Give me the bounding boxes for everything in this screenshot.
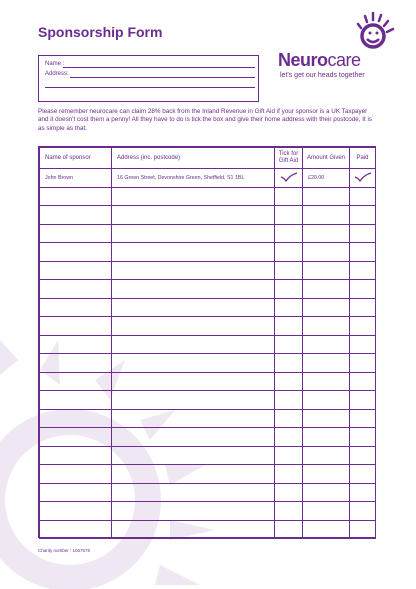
- cell-sponsor-name[interactable]: [40, 243, 112, 262]
- tick-icon: [354, 172, 372, 182]
- cell-amount[interactable]: [303, 280, 350, 299]
- table-row: [40, 206, 376, 225]
- cell-address[interactable]: 16 Green Street, Devonshire Green, Sheffield, S1 1BL: [112, 169, 275, 188]
- cell-paid[interactable]: [350, 187, 376, 206]
- cell-amount[interactable]: [303, 391, 350, 410]
- cell-address[interactable]: [112, 391, 275, 410]
- cell-amount[interactable]: [303, 354, 350, 373]
- header-gift-aid: Tick for Gift Aid: [275, 148, 303, 169]
- cell-sponsor-name[interactable]: [40, 520, 112, 539]
- table-row: [40, 483, 376, 502]
- cell-amount[interactable]: [303, 243, 350, 262]
- cell-amount[interactable]: [303, 187, 350, 206]
- cell-paid[interactable]: [350, 224, 376, 243]
- cell-sponsor-name[interactable]: [40, 354, 112, 373]
- cell-address[interactable]: [112, 317, 275, 336]
- cell-sponsor-name[interactable]: [40, 261, 112, 280]
- cell-gift-aid[interactable]: [275, 317, 303, 336]
- table-row: [40, 502, 376, 521]
- header-paid: Paid: [350, 148, 376, 169]
- cell-paid[interactable]: [350, 446, 376, 465]
- cell-paid[interactable]: [350, 261, 376, 280]
- sponsor-table-container: [38, 146, 376, 538]
- header-address: Address (inc. postcode): [112, 148, 275, 169]
- name-field[interactable]: [45, 61, 64, 67]
- cell-gift-aid[interactable]: [275, 502, 303, 521]
- cell-address[interactable]: [112, 502, 275, 521]
- table-row: [40, 317, 376, 336]
- name-line: [63, 67, 255, 68]
- cell-amount[interactable]: [303, 261, 350, 280]
- cell-paid[interactable]: [350, 520, 376, 539]
- cell-gift-aid[interactable]: [275, 243, 303, 262]
- cell-sponsor-name[interactable]: John Brown: [40, 169, 112, 188]
- tick-icon: [280, 172, 298, 182]
- cell-paid[interactable]: [350, 465, 376, 484]
- cell-paid[interactable]: [350, 298, 376, 317]
- logo-tagline: let's get our heads together: [280, 72, 365, 79]
- cell-address[interactable]: [112, 261, 275, 280]
- cell-amount[interactable]: [303, 409, 350, 428]
- cell-address[interactable]: [112, 446, 275, 465]
- charity-number: Charity number : 1067575: [38, 548, 91, 553]
- cell-gift-aid[interactable]: [275, 187, 303, 206]
- cell-gift-aid[interactable]: [275, 169, 303, 188]
- table-row: [40, 428, 376, 447]
- neurocare-logo: [278, 10, 398, 80]
- address-label: Address:: [45, 71, 69, 77]
- cell-gift-aid[interactable]: [275, 372, 303, 391]
- cell-gift-aid[interactable]: [275, 280, 303, 299]
- cell-paid[interactable]: [350, 243, 376, 262]
- cell-paid[interactable]: [350, 206, 376, 225]
- cell-address[interactable]: [112, 206, 275, 225]
- table-row: [40, 409, 376, 428]
- cell-amount[interactable]: [303, 206, 350, 225]
- cell-gift-aid[interactable]: [275, 354, 303, 373]
- cell-gift-aid[interactable]: [275, 206, 303, 225]
- table-row: [40, 372, 376, 391]
- table-row: [40, 224, 376, 243]
- cell-paid[interactable]: [350, 483, 376, 502]
- address-field[interactable]: [45, 71, 69, 77]
- cell-gift-aid[interactable]: [275, 446, 303, 465]
- address-line-2: [45, 87, 255, 88]
- table-row: [40, 243, 376, 262]
- cell-gift-aid[interactable]: [275, 224, 303, 243]
- table-row: [40, 280, 376, 299]
- cell-paid[interactable]: [350, 280, 376, 299]
- table-row: [40, 446, 376, 465]
- table-row: [40, 169, 376, 188]
- cell-gift-aid[interactable]: [275, 465, 303, 484]
- cell-address[interactable]: [112, 243, 275, 262]
- logo-wordmark: Neurocare: [278, 50, 361, 70]
- cell-paid[interactable]: [350, 169, 376, 188]
- cell-gift-aid[interactable]: [275, 335, 303, 354]
- cell-sponsor-name[interactable]: [40, 317, 112, 336]
- cell-amount[interactable]: [303, 502, 350, 521]
- cell-gift-aid[interactable]: [275, 428, 303, 447]
- table-row: [40, 465, 376, 484]
- address-line-1: [70, 77, 255, 78]
- table-row: [40, 261, 376, 280]
- cell-address[interactable]: [112, 428, 275, 447]
- cell-gift-aid[interactable]: [275, 409, 303, 428]
- cell-paid[interactable]: [350, 317, 376, 336]
- cell-amount[interactable]: [303, 298, 350, 317]
- cell-gift-aid[interactable]: [275, 298, 303, 317]
- cell-address[interactable]: [112, 520, 275, 539]
- cell-amount[interactable]: [303, 372, 350, 391]
- cell-sponsor-name[interactable]: [40, 224, 112, 243]
- header-amount-given: Amount Given: [303, 148, 350, 169]
- table-header-row: [40, 148, 376, 169]
- cell-sponsor-name[interactable]: [40, 409, 112, 428]
- cell-address[interactable]: [112, 409, 275, 428]
- cell-address[interactable]: [112, 335, 275, 354]
- cell-sponsor-name[interactable]: [40, 391, 112, 410]
- cell-sponsor-name[interactable]: [40, 298, 112, 317]
- cell-paid[interactable]: [350, 372, 376, 391]
- cell-gift-aid[interactable]: [275, 520, 303, 539]
- cell-sponsor-name[interactable]: [40, 483, 112, 502]
- name-label: Name :: [45, 61, 65, 67]
- cell-sponsor-name[interactable]: [40, 280, 112, 299]
- cell-paid[interactable]: [350, 354, 376, 373]
- table-body: [40, 169, 376, 539]
- table-row: [40, 354, 376, 373]
- cell-sponsor-name[interactable]: [40, 206, 112, 225]
- cell-amount[interactable]: [303, 317, 350, 336]
- header-name-of-sponsor: Name of sponsor: [40, 148, 112, 169]
- table-row: [40, 298, 376, 317]
- cell-amount[interactable]: [303, 520, 350, 539]
- logo-sun-icon: [278, 10, 398, 55]
- table-row: [40, 187, 376, 206]
- cell-address[interactable]: [112, 354, 275, 373]
- cell-amount[interactable]: [303, 335, 350, 354]
- cell-address[interactable]: [112, 298, 275, 317]
- cell-paid[interactable]: [350, 428, 376, 447]
- table-row: [40, 391, 376, 410]
- cell-sponsor-name[interactable]: [40, 502, 112, 521]
- cell-amount[interactable]: [303, 483, 350, 502]
- cell-amount[interactable]: [303, 465, 350, 484]
- cell-sponsor-name[interactable]: [40, 372, 112, 391]
- cell-address[interactable]: [112, 372, 275, 391]
- cell-paid[interactable]: [350, 502, 376, 521]
- cell-paid[interactable]: [350, 391, 376, 410]
- cell-gift-aid[interactable]: [275, 483, 303, 502]
- cell-sponsor-name[interactable]: [40, 335, 112, 354]
- intro-paragraph: Please remember neurocare can claim 28% back from the Inland Revenue in Gift Aid if your sponsor is a UK Taxpayer and it doesn't cost them a penny! All they have to do is tick the box and give their home address with their postcode, It is as simple as that.: [38, 108, 373, 132]
- sponsor-details-box: [38, 55, 259, 102]
- cell-sponsor-name[interactable]: [40, 465, 112, 484]
- cell-sponsor-name[interactable]: [40, 187, 112, 206]
- cell-gift-aid[interactable]: [275, 261, 303, 280]
- table-row: [40, 520, 376, 539]
- cell-paid[interactable]: [350, 335, 376, 354]
- cell-sponsor-name[interactable]: [40, 446, 112, 465]
- cell-sponsor-name[interactable]: [40, 428, 112, 447]
- cell-amount[interactable]: [303, 428, 350, 447]
- cell-address[interactable]: [112, 465, 275, 484]
- cell-address[interactable]: [112, 224, 275, 243]
- cell-address[interactable]: [112, 280, 275, 299]
- cell-gift-aid[interactable]: [275, 391, 303, 410]
- cell-paid[interactable]: [350, 409, 376, 428]
- cell-amount[interactable]: [303, 224, 350, 243]
- table-row: [40, 335, 376, 354]
- sponsor-table: [39, 147, 376, 539]
- cell-amount[interactable]: £20.00: [303, 169, 350, 188]
- cell-address[interactable]: [112, 187, 275, 206]
- cell-amount[interactable]: [303, 446, 350, 465]
- form-title: Sponsorship Form: [38, 24, 163, 40]
- cell-address[interactable]: [112, 483, 275, 502]
